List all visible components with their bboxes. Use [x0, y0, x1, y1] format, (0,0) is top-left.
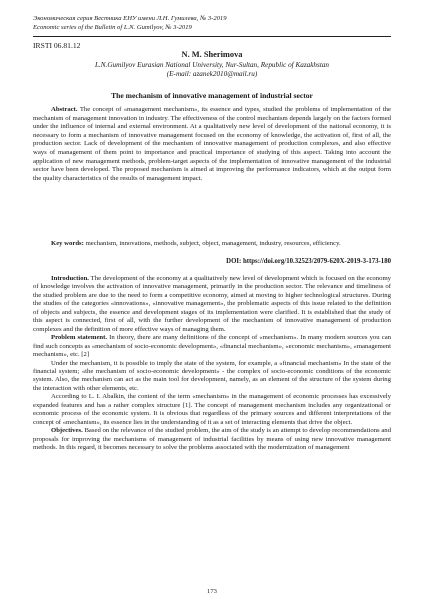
paragraph-abalkin: According to L. I. Abalkin, the content of the term «mechanism» in the management of economic processes has excessively expanded features and has a rather complex structure [1]. The concept of management mechanism includes any organizational or economic process of the economic system. It is obvious that regardless of the primary sources and different interpretations of the concept of «mechanism», its essence lies in the understanding of it as a set of interacting elements that drive the object. — [33, 393, 391, 426]
author-affiliation — [33, 61, 391, 79]
article-title: The mechanism of innovative management of industrial sector — [111, 91, 313, 100]
article-body — [33, 275, 391, 453]
keywords-text: mechanism, innovations, methods, subject, object, management, industry, resources, efficiency. — [83, 240, 341, 247]
introduction-text: The development of the economy at a qualitatively new level of development which is focused on the economy of knowledge involves the activation of innovative management, primarily in the production sector. The relevance and timeliness of the studied problem are due to the need to form a competitive economy, aimed at moving to higher technological structures. During the studies of the categories «innovations», «innovative management», the problematic aspects of this issue related to the definition of objects and subjects, the essence and development stages of its implementation were clarified. It is established that the study of this aspect is connected, first of all, with the further development of the mechanism of innovative management of production complexes and the definition of more effective ways of managing them. — [33, 275, 391, 333]
abstract — [33, 106, 391, 183]
paragraph-mechanism: Under the mechanism, it is possible to imply the state of the system, for example, a «financial mechanism» In the state of the financial system; «the mechanism of socio-economic development» - the complex of socio-economic conditions of the economic system. Also, the mechanism can act as the main tool for development, namely, as an element of the structure of the system during the interaction with other elements, etc. — [33, 359, 391, 392]
problem-statement-label: Problem statement. — [51, 334, 108, 342]
author-name: N. M. Sherimova — [181, 50, 243, 59]
doi-link[interactable]: DOI: https://doi.org/10.32523/2079-620X-2019-3-173-180 — [226, 258, 391, 265]
paragraph-objectives — [33, 427, 391, 452]
problem-statement-text: In theory, there are many definitions of the concept of «mechanism». In many modern sources you can find such concepts as «mechanism of socio-economic development», «financial mechanism», «economic mechanism», «management mechanism», etc. [2] — [33, 334, 392, 359]
introduction-label: Introduction. — [51, 275, 89, 282]
irsti-code: IRSTI 06.81.12 — [33, 41, 81, 50]
journal-header-line-ru: Экономическая серия Вестника ЕНУ имени Л.Н. Гумилева, № 3-2019 — [33, 15, 227, 22]
affiliation-university: L.N.Gumilyov Eurasian National University, Nur-Sultan, Republic of Kazakhstan — [94, 61, 330, 69]
abstract-text: The concept of «management mechanism», its essence and types, studied the problems of implementation of the mechanism of management innovation in industry. The effectiveness of the control mechanism depends largely on the factors formed under the influence of internal and external environment. At a qualitatively new level of development of the national economy, it is necessary to form a mechanism of innovative management focused on the economy of knowledge, the activation of, first of all, the production sector. Lack of development of the mechanism of innovative management of production complexes, and also effective ways of management of them point to importance and practical importance of studying of this aspect. Taking into account the application of new management methods, problem-target aspects of the implementation of innovative management of the industrial sector have been developed. The proposed mechanism is aimed at improving the performance indicators, which at the output form the quality characteristics of the results of management impact. — [33, 106, 391, 182]
journal-header — [33, 14, 393, 32]
paragraph-introduction — [33, 275, 391, 334]
affiliation-email: (E-mail: azanek2010@mail.ru) — [166, 70, 258, 78]
header-divider — [33, 36, 391, 37]
page-number: 173 — [207, 588, 217, 595]
journal-header-line-en: Economic series of the Bulletin of L.N. Gumilyov, № 3-2019 — [33, 24, 192, 31]
objectives-text: Based on the relevance of the studied problem, the aim of the study is an attempt to develop recommendations and proposals for improving the mechanisms of management of industrial facilities by means of using new innovative management methods. In this regard, it becomes necessary to solve the problems associated with the modernization of management — [33, 427, 391, 452]
abstract-label: Abstract. — [51, 106, 78, 113]
paragraph-problem-statement — [33, 334, 391, 359]
keywords-label: Key words: — [51, 240, 84, 247]
keywords — [33, 240, 391, 249]
objectives-label: Objectives. — [51, 427, 83, 435]
